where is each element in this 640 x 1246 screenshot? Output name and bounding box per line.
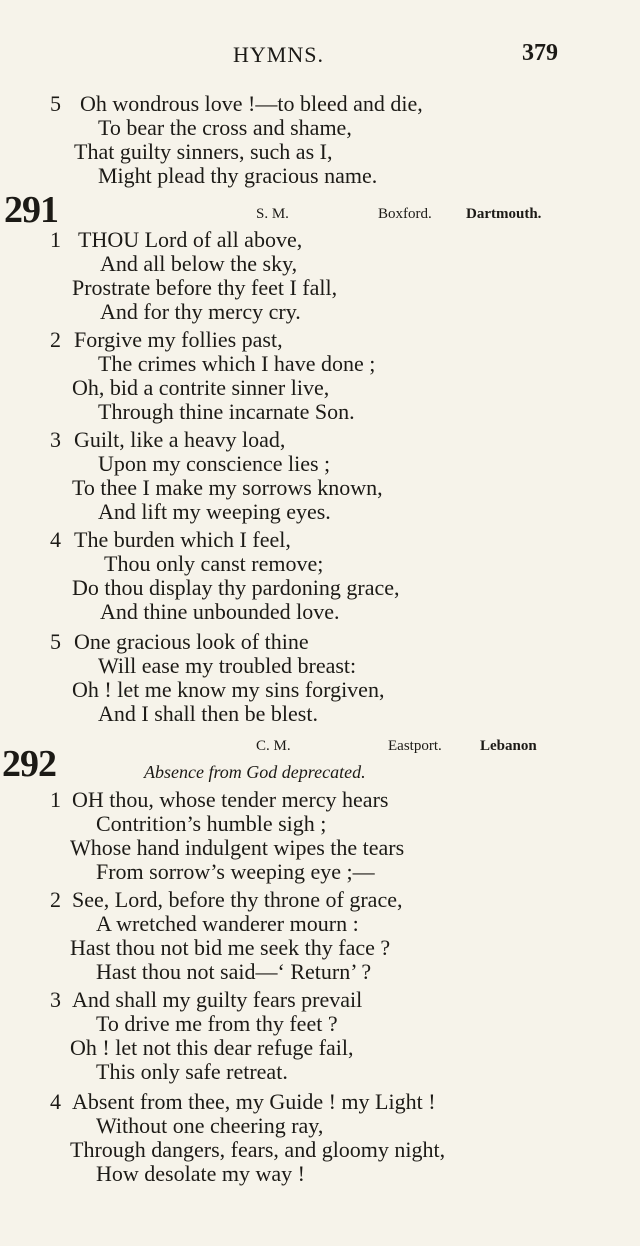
stanza-number: 5	[50, 91, 61, 116]
verse-line: Absent from thee, my Guide ! my Light !	[72, 1089, 436, 1114]
stanza-number: 2	[50, 887, 61, 912]
verse-line: And all below the sky,	[100, 251, 298, 276]
verse-line: And for thy mercy cry.	[100, 299, 301, 324]
verse-line: And I shall then be blest.	[98, 701, 318, 726]
hymn-number: 292	[2, 743, 56, 785]
hymn-subtitle: Absence from God deprecated.	[144, 762, 366, 782]
stanza-number: 3	[50, 987, 61, 1012]
verse-line: Oh ! let not this dear refuge fail,	[70, 1035, 354, 1060]
hymn-meter: S. M.	[256, 206, 289, 222]
verse-line: This only safe retreat.	[96, 1059, 288, 1084]
hymn-meter: C. M.	[256, 738, 291, 754]
verse-line: Forgive my follies past,	[74, 327, 283, 352]
verse-line: To thee I make my sorrows known,	[72, 475, 383, 500]
verse-line: Hast thou not bid me seek thy face ?	[70, 935, 391, 960]
verse-line: From sorrow’s weeping eye ;—	[96, 859, 375, 884]
stanza-number: 1	[50, 787, 61, 812]
verse-line: Contrition’s humble sigh ;	[96, 811, 327, 836]
verse-line: Guilt, like a heavy load,	[74, 427, 286, 452]
verse-line: A wretched wanderer mourn :	[96, 911, 359, 936]
hymn-number: 291	[4, 189, 58, 231]
verse-line: To drive me from thy feet ?	[96, 1011, 338, 1036]
stanza-number: 2	[50, 327, 61, 352]
verse-line: OH thou, whose tender mercy hears	[72, 787, 389, 812]
verse-line: Without one cheering ray,	[96, 1113, 324, 1138]
verse-line: Do thou display thy pardoning grace,	[72, 575, 400, 600]
verse-line: Oh, bid a contrite sinner live,	[72, 375, 330, 400]
verse-line: The crimes which I have done ;	[98, 351, 376, 376]
running-title: HYMNS.	[233, 42, 324, 67]
verse-line: Prostrate before thy feet I fall,	[72, 275, 338, 300]
verse-line: Will ease my troubled breast:	[98, 653, 357, 678]
tune-name: Eastport.	[388, 738, 442, 754]
verse-line: THOU Lord of all above,	[78, 227, 303, 252]
tune-name: Dartmouth.	[466, 206, 542, 222]
verse-line: Whose hand indulgent wipes the tears	[70, 835, 405, 860]
verse-line: See, Lord, before thy throne of grace,	[72, 887, 403, 912]
verse-line: One gracious look of thine	[74, 629, 309, 654]
stanza-number: 5	[50, 629, 61, 654]
stanza-number: 1	[50, 227, 61, 252]
verse-line: Hast thou not said—‘ Return’ ?	[96, 959, 372, 984]
verse-line: And shall my guilty fears prevail	[72, 987, 363, 1012]
verse-line: To bear the cross and shame,	[98, 115, 352, 140]
stanza-number: 4	[50, 527, 61, 552]
stanza-number: 3	[50, 427, 61, 452]
verse-line: That guilty sinners, such as I,	[74, 139, 333, 164]
verse-line: Thou only canst remove;	[104, 551, 324, 576]
stanza-number: 4	[50, 1089, 61, 1114]
verse-line: And thine unbounded love.	[100, 599, 340, 624]
verse-line: Upon my conscience lies ;	[98, 451, 331, 476]
verse-line: Through thine incarnate Son.	[98, 399, 355, 424]
running-header	[0, 42, 640, 72]
verse-line: The burden which I feel,	[74, 527, 291, 552]
verse-line: Oh ! let me know my sins forgiven,	[72, 677, 385, 702]
tune-name: Boxford.	[378, 206, 432, 222]
verse-line: Might plead thy gracious name.	[98, 163, 378, 188]
verse-line: Through dangers, fears, and gloomy night,	[70, 1137, 446, 1162]
verse-line: Oh wondrous love !—to bleed and die,	[80, 91, 423, 116]
tune-name: Lebanon	[480, 738, 537, 754]
page-number: 379	[522, 40, 558, 66]
verse-line: How desolate my way !	[96, 1161, 305, 1186]
verse-line: And lift my weeping eyes.	[98, 499, 331, 524]
